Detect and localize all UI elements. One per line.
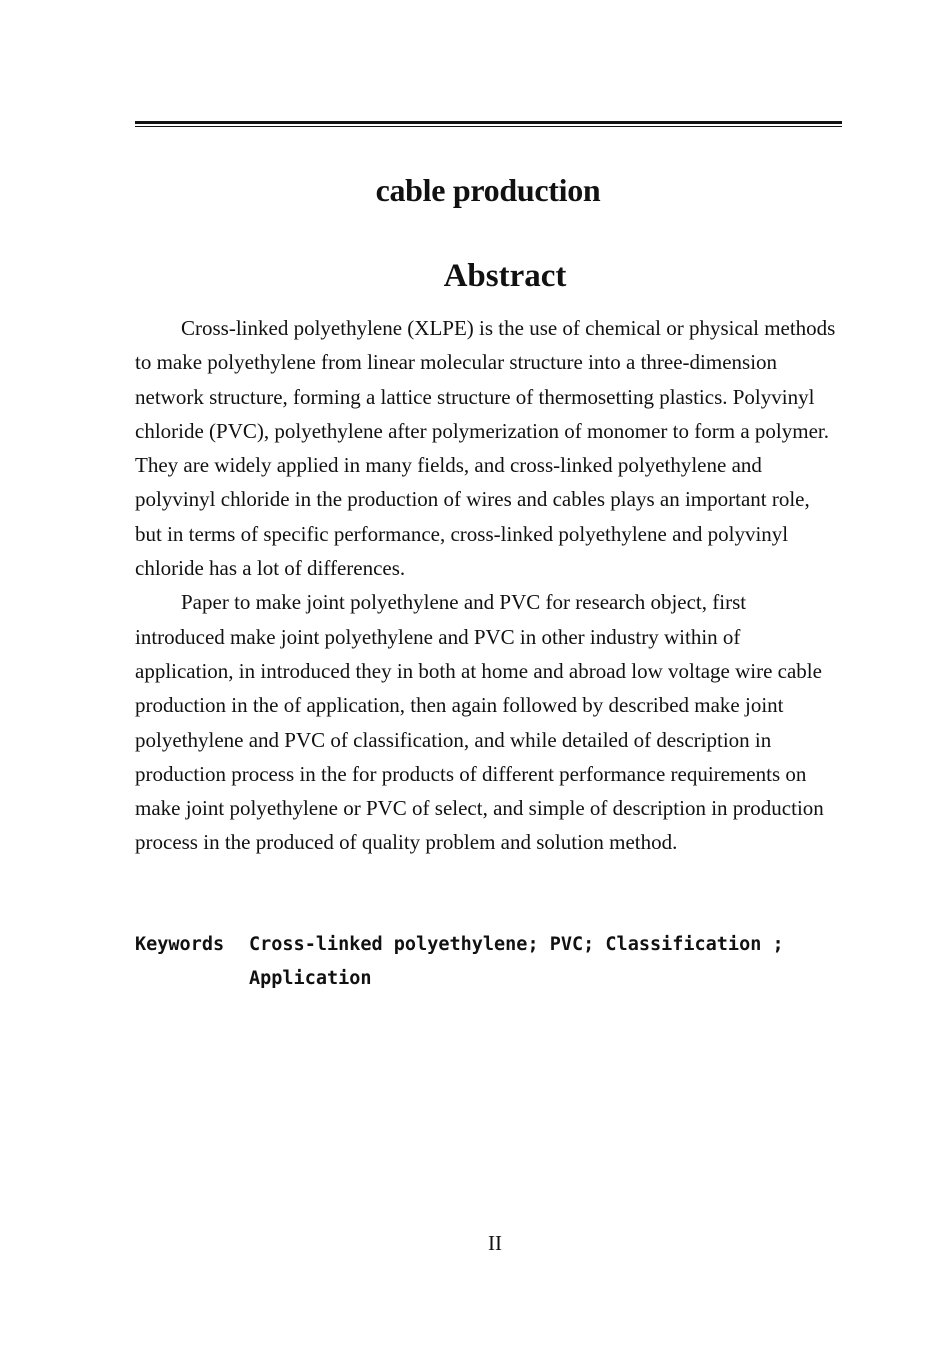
page-number: II <box>488 1231 502 1255</box>
abstract-paragraph-2: Paper to make joint polyethylene and PVC for research object, first introduced make joint polyethylene and PVC in other industry within of application, in introduced they in both at home and abroad low voltage wire cable production in the of application, then again followed by described make joint polyethylene and PVC of classification, and while detailed of description in production process in the for products of different performance requirements on make joint polyethylene or PVC of select, and simple of description in production process in the produced of quality problem and solution method. <box>135 590 824 855</box>
document-title: cable production <box>375 172 601 208</box>
abstract-body <box>135 311 840 860</box>
header-rule-thin <box>135 126 842 127</box>
keywords-block <box>135 928 835 996</box>
keywords-value: Cross-linked polyethylene; PVC; Classification ; Application <box>249 934 784 989</box>
abstract-heading: Abstract <box>443 258 567 294</box>
abstract-paragraph-1: Cross-linked polyethylene (XLPE) is the use of chemical or physical methods to make polyethylene from linear molecular structure into a three-dimension network structure, forming a lattice structure of thermosetting plastics. Polyvinyl chloride (PVC), polyethylene after polymerization of monomer to form a polymer. They are widely applied in many fields, and cross-linked polyethylene and polyvinyl chloride in the production of wires and cables plays an important role, but in terms of specific performance, cross-linked polyethylene and polyvinyl chloride has a lot of differences. <box>135 316 836 581</box>
keywords-label: Keywords <box>135 934 225 955</box>
header-rule-thick <box>135 121 842 124</box>
